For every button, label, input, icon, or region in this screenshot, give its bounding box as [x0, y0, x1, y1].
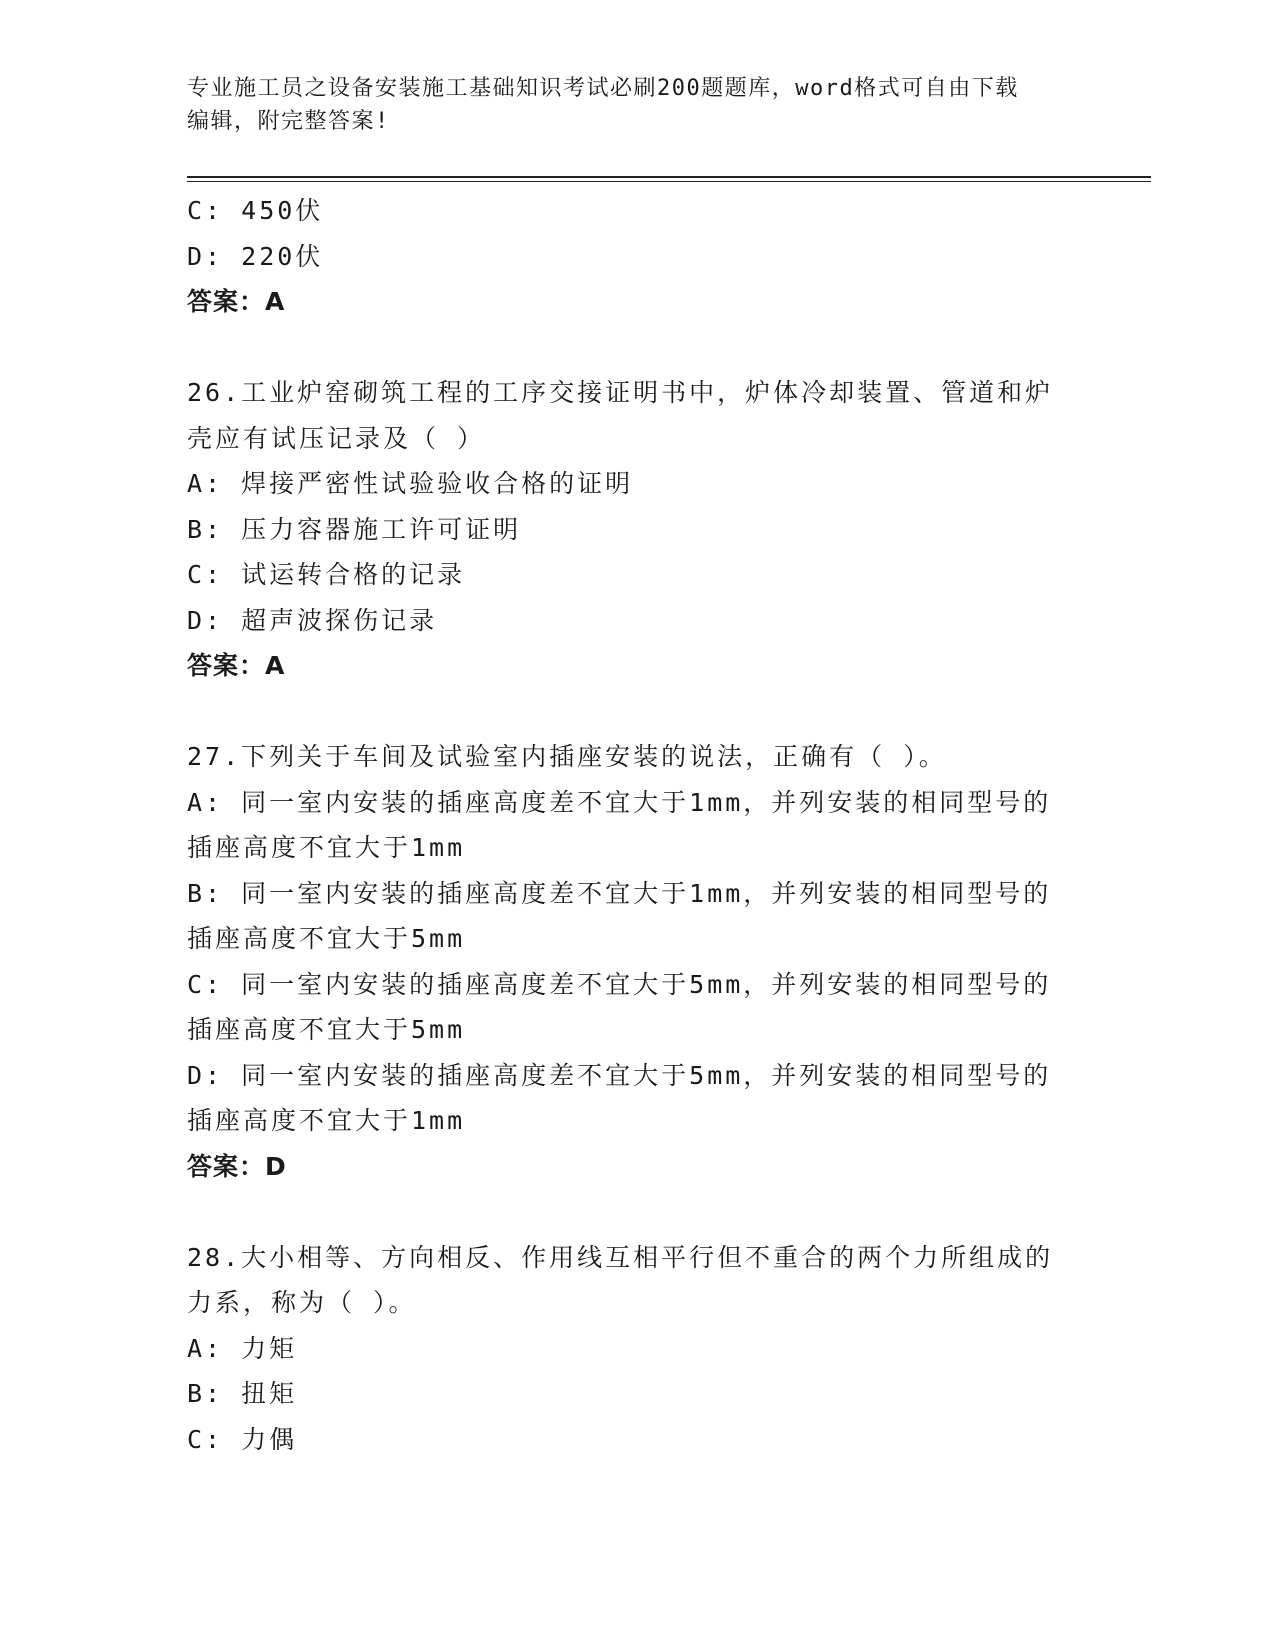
question-block-28 — [187, 1235, 1087, 1463]
option-c: C: 同一室内安装的插座高度差不宜大于5mm，并列安装的相同型号的 — [187, 969, 1052, 999]
option-a: A: 力矩 — [187, 1333, 298, 1363]
spacer — [187, 325, 1087, 371]
option-c: C: 力偶 — [187, 1424, 298, 1454]
answer-line: 答案：D — [187, 1151, 287, 1181]
option-b-continued: 插座高度不宜大于5mm — [187, 924, 466, 953]
question-block-26 — [187, 370, 1087, 689]
answer-line: 答案：A — [187, 287, 286, 316]
header-line-1: 专业施工员之设备安装施工基础知识考试必刷200题题库，word格式可自由下载 — [187, 76, 1019, 101]
option-c-continued: 插座高度不宜大于5mm — [187, 1015, 466, 1044]
option-d: D: 220伏 — [187, 241, 324, 271]
option-d: D: 同一室内安装的插座高度差不宜大于5mm，并列安装的相同型号的 — [187, 1060, 1052, 1090]
option-c: C: 试运转合格的记录 — [187, 560, 466, 589]
question-stem: 27.下列关于车间及试验室内插座安装的说法，正确有（ ）。 — [187, 742, 947, 771]
question-block-25 — [187, 188, 1087, 325]
header-rule-thick — [187, 176, 1151, 178]
question-block-27 — [187, 734, 1087, 1189]
option-b: B: 扭矩 — [187, 1379, 298, 1408]
option-b: B: 压力容器施工许可证明 — [187, 514, 522, 544]
spacer — [187, 1189, 1087, 1235]
option-c: C: 450伏 — [187, 196, 324, 225]
question-stem-continued: 壳应有试压记录及（ ） — [187, 423, 486, 453]
document-body — [187, 188, 1087, 1462]
option-a: A: 同一室内安装的插座高度差不宜大于1mm，并列安装的相同型号的 — [187, 787, 1052, 817]
option-a: A: 焊接严密性试验验收合格的证明 — [187, 469, 634, 498]
header-rule-thin — [187, 181, 1151, 182]
document-header — [187, 72, 1087, 138]
question-stem-continued: 力系，称为（ ）。 — [187, 1288, 417, 1317]
option-d-continued: 插座高度不宜大于1mm — [187, 1106, 466, 1135]
question-stem: 28.大小相等、方向相反、作用线互相平行但不重合的两个力所组成的 — [187, 1242, 1054, 1272]
header-line-2: 编辑，附完整答案! — [187, 109, 390, 134]
option-a-continued: 插座高度不宜大于1mm — [187, 833, 466, 862]
spacer — [187, 689, 1087, 735]
answer-line: 答案：A — [187, 651, 286, 680]
option-d: D: 超声波探伤记录 — [187, 605, 438, 635]
option-b: B: 同一室内安装的插座高度差不宜大于1mm，并列安装的相同型号的 — [187, 878, 1052, 908]
question-stem: 26.工业炉窑砌筑工程的工序交接证明书中，炉体冷却装置、管道和炉 — [187, 378, 1054, 407]
